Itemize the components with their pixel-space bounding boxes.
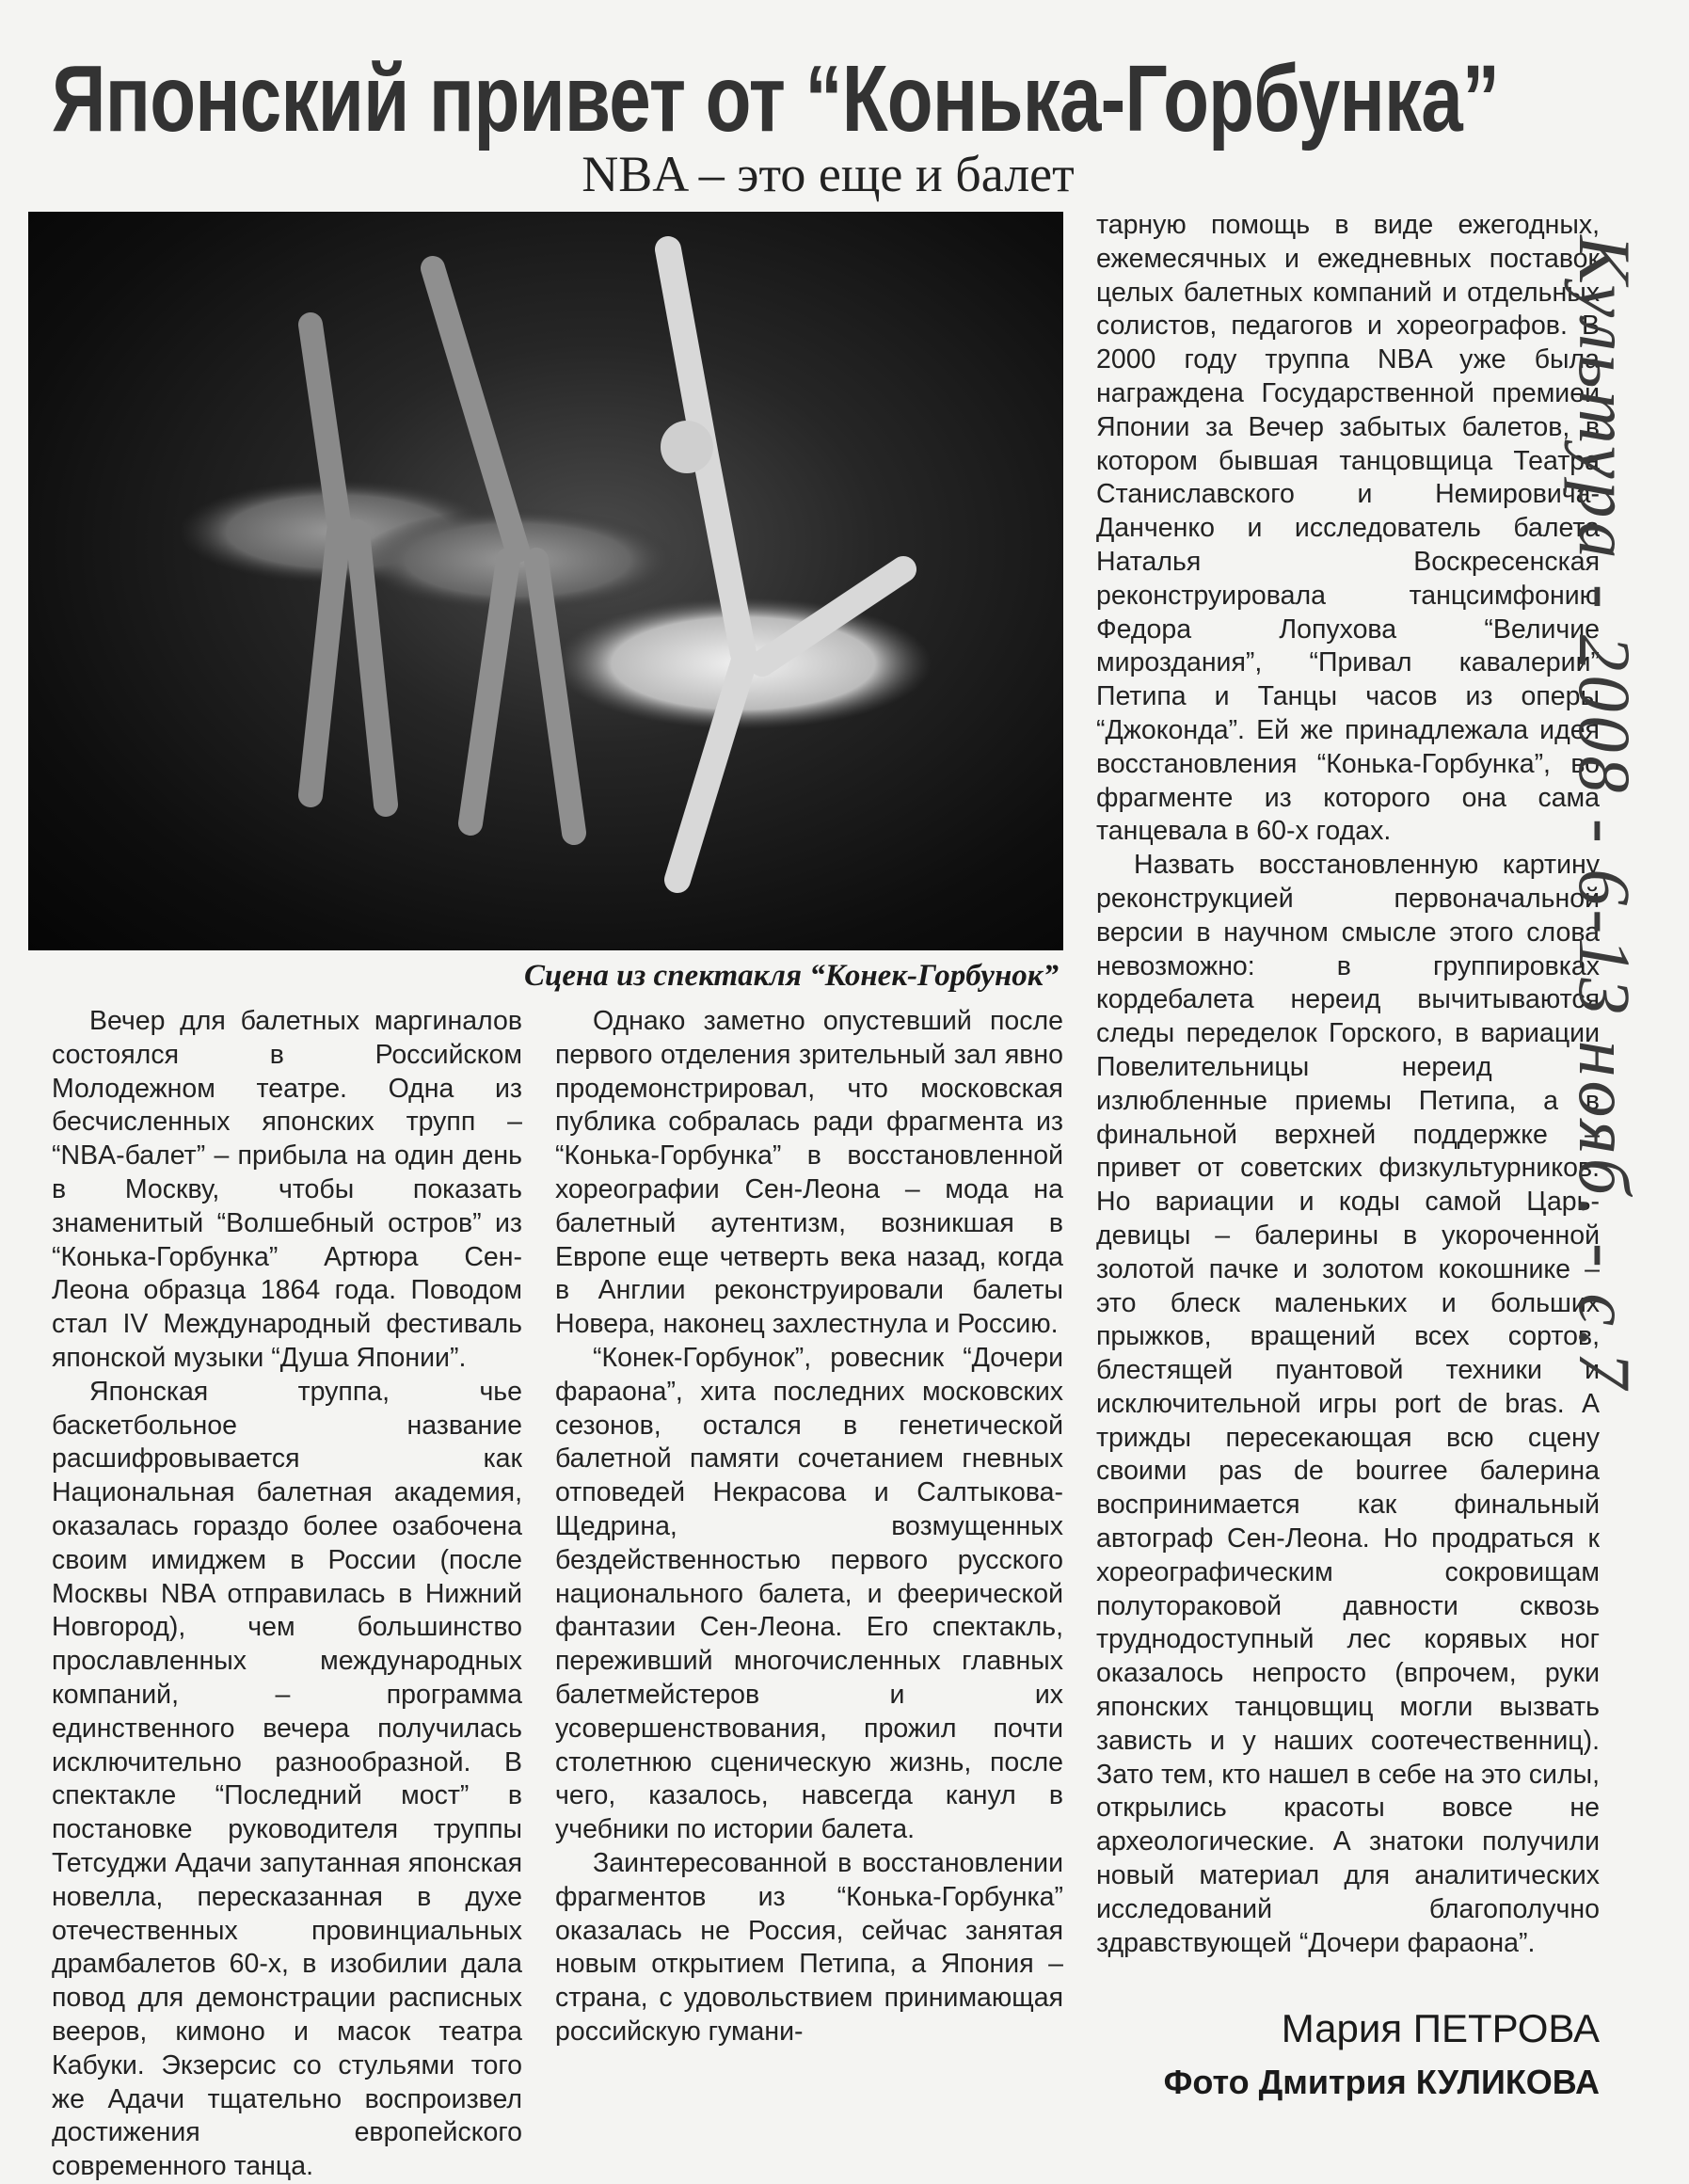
article-column-2 xyxy=(555,1005,1063,2049)
photo-credit: Фото Дмитрия КУЛИКОВА xyxy=(1163,2063,1600,2101)
headline-text: Японский привет от “Конька-Горбунка” xyxy=(52,46,1500,151)
paragraph: Заинтересованной в восстановлении фрагментов из “Конька-Горбунка” оказалась не Россия, сейчас занятая новым открытием Петипа, а Япония – страна, с удовольствием принимающая российскую гумани- xyxy=(555,1847,1063,2047)
subheadline: NBA – это еще и балет xyxy=(582,146,1075,202)
paragraph: “Конек-Горбунок”, ровесник “Дочери фараона”, хита последних московских сезонов, остался в генетической балетной памяти сочетанием гневных отповедей Некрасова и Салтыкова-Щедрина, возмущенных бездейственностью первого русского национального балета, и феерической фантазии Сен-Леона. Его спектакль, переживший многочисленных главных балетмейстеров и их усовершенствования, прожил почти столетнюю сценическую жизнь, после чего, казалось, навсегда канул в учебники по истории балета. xyxy=(555,1342,1063,1845)
ballet-photo xyxy=(28,212,1063,950)
ballet-dancers-image xyxy=(28,212,1063,950)
author-byline: Мария ПЕТРОВА xyxy=(1281,2006,1600,2050)
article-column-1 xyxy=(52,1005,522,2184)
handwritten-note: Культура - 2008 - 6-13 нояб. - с.7 xyxy=(1564,235,1646,1393)
paragraph: Вечер для балетных маргиналов состоялся в Российском Молодежном театре. Одна из бесчисленных японских трупп – “NBA-балет” – прибыла на один день в Москву, чтобы показать знаменитый “Волшебный остров” из “Конька-Горбунка” Артюра Сен-Леона образца 1864 года. Поводом стал IV Международный фестиваль японской музыки “Душа Японии”. xyxy=(52,1006,522,1373)
article-column-3 xyxy=(1096,209,1600,1960)
paragraph: Японская труппа, чье баскетбольное название расшифровывается как Национальная балетная академия, оказалась гораздо более озабочена своим имиджем в России (после Москвы NBA отправилась в Нижний Новгород), чем большинство прославленных международных компаний, – программа единственного вечера получилась исключительно разнообразной. В спектакле “Последний мост” в постановке руководителя труппы Тетсуджи Адачи запутанная японская новелла, пересказанная в духе отечественных провинциальных драмбалетов 60-х, в изобилии дала повод для демонстрации расписных вееров, кимоно и масок театра Кабуки. Экзерсис со стульями того же Адачи тщательно воспроизвел достижения европейского современного танца. xyxy=(52,1376,522,2182)
photo-caption: Сцена из спектакля “Конек-Горбунок” xyxy=(524,959,1059,993)
paragraph: тарную помощь в виде ежегодных, ежемесячных и ежедневных поставок целых балетных компаний и отдельных солистов, педагогов и хореографов. В 2000 году труппа NBA уже была награждена Государственной премией Японии за Вечер забытых балетов, в котором бывшая танцовщица Театра Станиславского и Немировича-Данченко и исследователь балета Наталья Воскресенская реконструировала танцсимфонию Федора Лопухова “Величие мироздания”, “Привал кавалерии” Петипа и Танцы часов из оперы “Джоконда”. Ей же принадлежала идея восстановления “Конька-Горбунка”, во фрагменте из которого она сама танцевала в 60-х годах. xyxy=(1096,210,1600,847)
paragraph: Назвать восстановленную картину реконструкцией первоначальной версии в научном смысле этого слова невозможно: в группировках кордебалета нереид вычитываются следы переделок Горского, в вариации Повелительницы нереид – излюбленные приемы Петипа, а в финальной верхней поддержке – привет от советских физкультурников. Но вариации и коды самой Царь-девицы – балерины в укороченной золотой пачке и золотом кокошнике – это блеск маленьких и больших прыжков, вращений всех сортов, блестящей пуантовой техники и исключительной игры port de bras. А трижды пересекающая всю сцену своими pas de bourree балерина воспринимается как финальный автограф Сен-Леона. Но продраться к хореографическим сокровищам полутораковой давности сквозь труднодоступный лес корявых ног оказалось непросто (впрочем, руки японских танцовщиц могли вызвать зависть и у наших соотечественниц). Зато тем, кто нашел в себе на это силы, открылись красоты вовсе не археологические. А знатоки получили новый материал для аналитических исследований благополучно здравствующей “Дочери фараона”. xyxy=(1096,850,1600,1958)
paragraph: Однако заметно опустевший после первого отделения зрительный зал явно продемонстрировал, что московская публика собралась ради фрагмента из “Конька-Горбунка” в восстановленной хореографии Сен-Леона – мода на балетный аутентизм, возникшая в Европе еще четверть века назад, когда в Англии реконструировали балеты Новера, наконец захлестнула и Россию. xyxy=(555,1006,1063,1340)
headline xyxy=(52,42,1595,155)
